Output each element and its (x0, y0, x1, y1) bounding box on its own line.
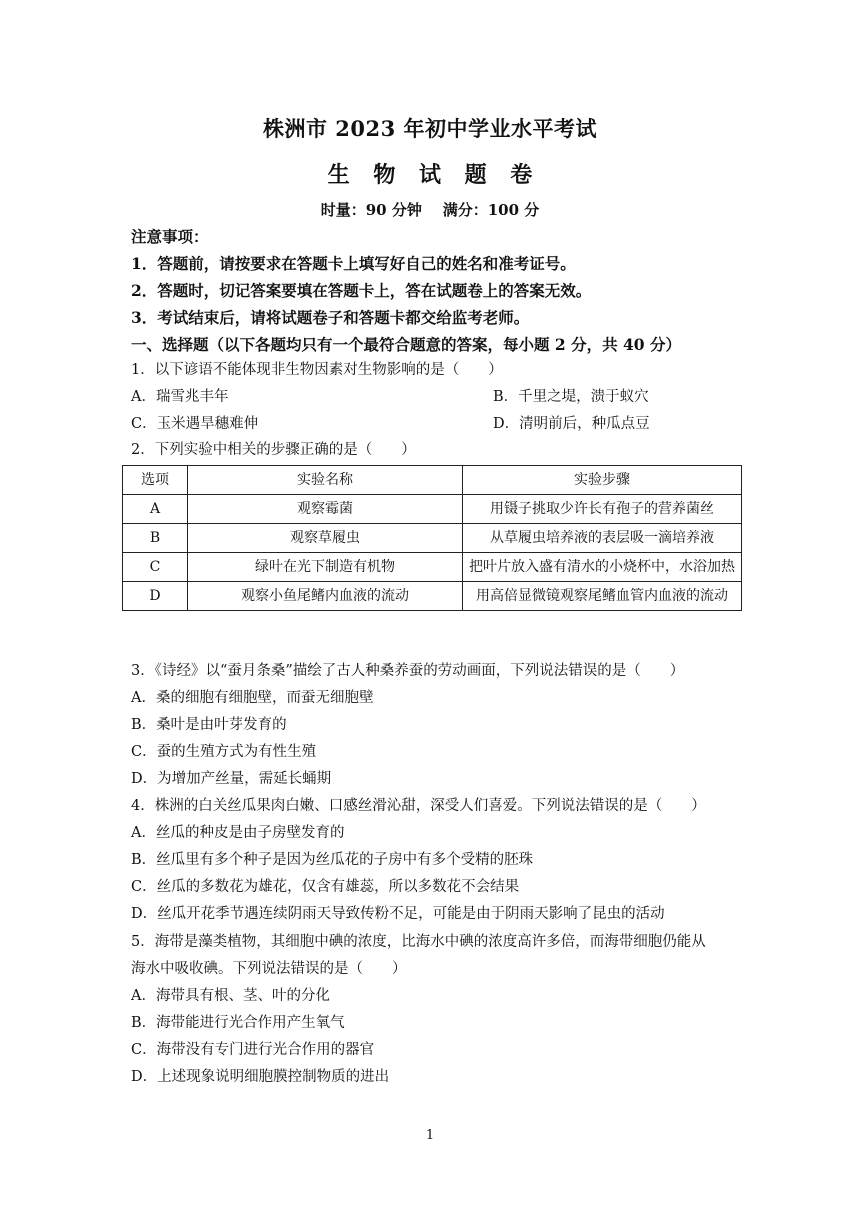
table-header-cell: 实验步骤 (463, 466, 742, 495)
table-cell-name: 观察草履虫 (188, 524, 463, 553)
q5-option: D．上述现象说明细胞膜控制物质的进出 (131, 1069, 390, 1085)
table-cell-step: 用镊子挑取少许长有孢子的营养菌丝 (463, 495, 742, 524)
section-heading: 一、选择题（以下各题均只有一个最符合题意的答案，每小题 2 分，共 40 分） (131, 335, 681, 354)
exam-title: 株洲市 2023 年初中学业水平考试 (262, 116, 598, 141)
table-cell-step: 把叶片放入盛有清水的小烧杯中，水浴加热 (463, 553, 742, 582)
q4-option: C．丝瓜的多数花为雄花，仅含有雄蕊，所以多数花不会结果 (131, 879, 520, 895)
q2-stem: 2．下列实验中相关的步骤正确的是（ ） (131, 442, 416, 458)
q3-option: C．蚕的生殖方式为有性生殖 (131, 744, 317, 760)
table-header-cell: 选项 (123, 466, 188, 495)
q3-option: B．桑叶是由叶芽发育的 (131, 717, 287, 733)
notice-item: 2．答题时，切记答案要填在答题卡上，答在试题卷上的答案无效。 (131, 281, 592, 300)
q1-option-d: D．清明前后，种瓜点豆 (493, 416, 650, 432)
notice-item: 3．考试结束后，请将试题卷子和答题卡都交给监考老师。 (131, 308, 530, 327)
page-number: 1 (425, 1128, 435, 1143)
experiment-table (122, 465, 742, 611)
table-cell-step: 从草履虫培养液的表层吸一滴培养液 (463, 524, 742, 553)
q3-option: D．为增加产丝量，需延长蛹期 (131, 771, 332, 787)
table-header-row (123, 466, 742, 495)
q1-option-b: B．千里之堤，溃于蚁穴 (493, 389, 649, 405)
q3-option: A．桑的细胞有细胞壁，而蚕无细胞壁 (131, 690, 374, 706)
table-row (123, 495, 742, 524)
q5-stem: 5．海带是藻类植物，其细胞中碘的浓度，比海水中碘的浓度高许多倍，而海带细胞仍能从 (131, 934, 706, 950)
table-cell-name: 绿叶在光下制造有机物 (188, 553, 463, 582)
notice-heading: 注意事项： (131, 227, 209, 246)
table-cell-name: 观察霉菌 (188, 495, 463, 524)
exam-subtitle: 生 物 试 题 卷 (327, 162, 533, 188)
exam-time-score: 时量：90 分钟 满分：100 分 (320, 201, 540, 219)
q1-option-a: A．瑞雪兆丰年 (131, 389, 229, 405)
table-cell-option: A (123, 495, 188, 524)
notice-item: 1．答题前，请按要求在答题卡上填写好自己的姓名和准考证号。 (131, 254, 576, 273)
q4-option: B．丝瓜里有多个种子是因为丝瓜花的子房中有多个受精的胚珠 (131, 852, 534, 868)
q5-option: C．海带没有专门进行光合作用的器官 (131, 1042, 375, 1058)
table-cell-step: 用高倍显微镜观察尾鳍血管内血液的流动 (463, 582, 742, 611)
q5-stem-continued: 海水中吸收碘。下列说法错误的是（ ） (131, 961, 407, 977)
table-row (123, 524, 742, 553)
q1-stem: 1．以下谚语不能体现非生物因素对生物影响的是（ ） (131, 362, 503, 378)
q3-stem: 3．《诗经》以“蚕月条桑”描绘了古人种桑养蚕的劳动画面，下列说法错误的是（ ） (131, 663, 685, 679)
table-row (123, 553, 742, 582)
q5-option: B．海带能进行光合作用产生氧气 (131, 1015, 345, 1031)
q4-option: A．丝瓜的种皮是由子房壁发育的 (131, 825, 345, 841)
table-cell-option: C (123, 553, 188, 582)
q4-stem: 4．株洲的白关丝瓜果肉白嫩、口感丝滑沁甜，深受人们喜爱。下列说法错误的是（ ） (131, 798, 706, 814)
q1-option-c: C．玉米遇旱穗难伸 (131, 416, 259, 432)
table-cell-option: D (123, 582, 188, 611)
table-cell-name: 观察小鱼尾鳍内血液的流动 (188, 582, 463, 611)
table-cell-option: B (123, 524, 188, 553)
q4-option: D．丝瓜开花季节遇连续阴雨天导致传粉不足，可能是由于阴雨天影响了昆虫的活动 (131, 906, 665, 922)
table-header-cell: 实验名称 (188, 466, 463, 495)
table-row (123, 582, 742, 611)
q5-option: A．海带具有根、茎、叶的分化 (131, 988, 330, 1004)
